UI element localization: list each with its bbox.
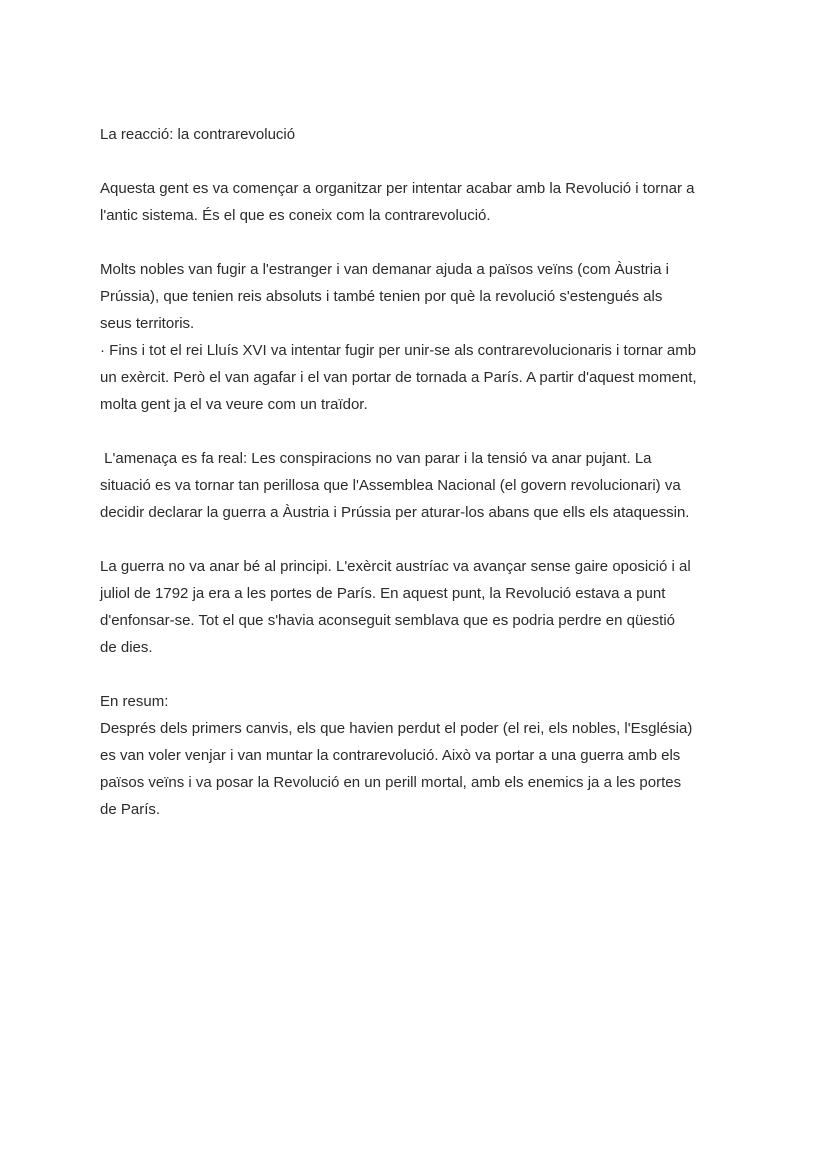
text-line: decidir declarar la guerra a Àustria i Prússia per aturar-los abans que ells els ataquessin. xyxy=(100,504,690,521)
text-line: es van voler venjar i van muntar la contrarevolució. Això va portar a una guerra amb els xyxy=(100,747,681,764)
text-line: L'amenaça es fa real: Les conspiracions no van parar i la tensió va anar pujant. La xyxy=(100,450,652,467)
text-line: Prússia), que tenien reis absoluts i també tenien por què la revolució s'estengués als xyxy=(100,288,663,305)
paragraph-gap xyxy=(100,661,740,688)
text-line: La guerra no va anar bé al principi. L'exèrcit austríac va avançar sense gaire oposició i al xyxy=(100,558,691,575)
text-line: Aquesta gent es va començar a organitzar per intentar acabar amb la Revolució i tornar a xyxy=(100,180,695,197)
text-line: Després dels primers canvis, els que havien perdut el poder (el rei, els nobles, l'Església) xyxy=(100,720,693,737)
text-line: juliol de 1792 ja era a les portes de París. En aquest punt, la Revolució estava a punt xyxy=(100,585,666,602)
document-title: La reacció: la contrarevolució xyxy=(100,126,296,143)
paragraph-gap xyxy=(100,229,740,256)
paragraph-gap xyxy=(100,148,740,175)
text-line: un exèrcit. Però el van agafar i el van portar de tornada a París. A partir d'aquest moment, xyxy=(100,369,697,386)
text-line: països veïns i va posar la Revolució en un perill mortal, amb els enemics ja a les portes xyxy=(100,774,682,791)
text-line: de dies. xyxy=(100,639,153,656)
text-line: de París. xyxy=(100,801,161,818)
text-line: · Fins i tot el rei Lluís XVI va intentar fugir per unir-se als contrarevolucionaris i tornar amb xyxy=(100,342,697,359)
document-body xyxy=(100,121,740,823)
paragraph-gap xyxy=(100,418,740,445)
paragraph-gap xyxy=(100,526,740,553)
text-line: situació es va tornar tan perillosa que l'Assemblea Nacional (el govern revolucionari) va xyxy=(100,477,681,494)
summary-heading: En resum: xyxy=(100,693,169,710)
text-line: molta gent ja el va veure com un traïdor. xyxy=(100,396,368,413)
text-line: Molts nobles van fugir a l'estranger i van demanar ajuda a països veïns (com Àustria i xyxy=(100,261,669,278)
text-line: l'antic sistema. És el que es coneix com la contrarevolució. xyxy=(100,207,491,224)
text-line: d'enfonsar-se. Tot el que s'havia aconseguit semblava que es podria perdre en qüestió xyxy=(100,612,675,629)
text-line: seus territoris. xyxy=(100,315,195,332)
